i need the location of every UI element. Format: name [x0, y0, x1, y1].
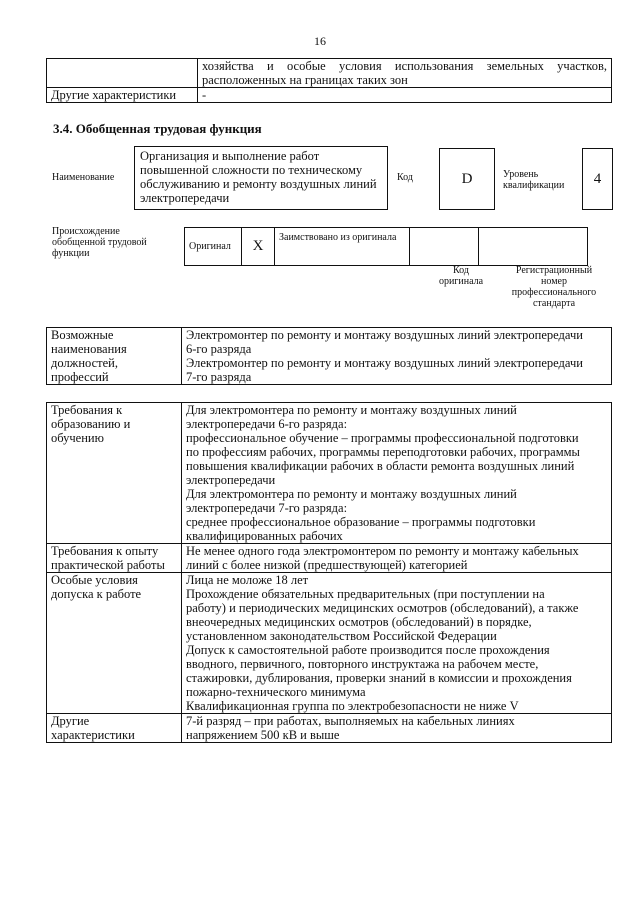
function-name-box: Организация и выполнение работ повышенной сложности по техническому обслуживанию и ремонту воздушных линий электропередачи	[134, 146, 388, 210]
table-cell-label	[47, 403, 182, 544]
code-caption: Код оригинала	[438, 265, 484, 287]
text-line: стажировки, дублирования, проверки знаний в комиссии и прохождения	[186, 671, 572, 685]
positions-table	[46, 327, 612, 385]
label-line: характеристики	[51, 728, 135, 742]
table-row	[47, 328, 612, 385]
text-line: среднее профессиональное образование – программы подготовки	[186, 515, 536, 529]
table-cell-value	[182, 328, 612, 385]
text-line: установленном законодательством Российской Федерации	[186, 629, 497, 643]
text-line: 6-го разряда	[186, 342, 252, 356]
table-cell-label	[47, 714, 182, 743]
label-line: допуска к работе	[51, 587, 142, 601]
table-cell-value	[182, 714, 612, 743]
text-line: Электромонтер по ремонту и монтажу воздушных линий электропередачи	[186, 328, 583, 342]
table-cell-value	[182, 544, 612, 573]
origin-label: Происхождение обобщенной трудовой функции	[52, 226, 147, 259]
label-line: профессий	[51, 370, 109, 384]
text-line: работу) и периодических медицинских осмотров (обследований), а также	[186, 601, 579, 615]
text-line: Допуск к самостоятельной работе производится после прохождения	[186, 643, 550, 657]
text-line: хозяйства и особые условия использования земельных участков,	[202, 59, 607, 73]
text-line: расположенных на границах таких зон	[202, 73, 408, 87]
requirements-table	[46, 402, 612, 743]
text-line: повышения квалификации рабочих в области ремонта воздушных линий	[186, 459, 575, 473]
text-line: Прохождение обязательных предварительных (при поступлении на	[186, 587, 545, 601]
label-line: Особые условия	[51, 573, 138, 587]
text-line: вводного, первичного, повторного инструктажа на рабочем месте,	[186, 657, 539, 671]
table-row	[47, 88, 612, 103]
text-line: напряжением 500 кВ и выше	[186, 728, 340, 742]
text-line: Лица не моложе 18 лет	[186, 573, 309, 587]
table-cell-value	[182, 573, 612, 714]
table-row	[47, 403, 612, 544]
section-title: 3.4. Обобщенная трудовая функция	[53, 121, 262, 136]
label-line: практической работы	[51, 558, 165, 572]
label-line: наименования	[51, 342, 127, 356]
table-cell-value: -	[198, 88, 612, 103]
label-line: образованию и	[51, 417, 131, 431]
table-cell-label	[47, 573, 182, 714]
table-row	[185, 228, 588, 266]
text-line: Квалификационная группа по электробезопасности не ниже V	[186, 699, 519, 713]
label-line: Требования к	[51, 403, 123, 417]
text-line: Для электромонтера по ремонту и монтажу воздушных линий	[186, 403, 517, 417]
table-cell-value	[198, 59, 612, 88]
original-mark: X	[242, 228, 275, 266]
label-line: Возможные	[51, 328, 114, 342]
text-line: по профессиям рабочих, программы переподготовки рабочих, программы	[186, 445, 580, 459]
table-cell-label	[47, 59, 198, 88]
qualification-level-label: Уровень квалификации	[503, 169, 565, 191]
table-cell-value	[182, 403, 612, 544]
origin-table	[184, 227, 588, 266]
code-value-box: D	[439, 148, 495, 210]
name-label: Наименование	[52, 172, 115, 183]
label-line: должностей,	[51, 356, 118, 370]
page-number: 16	[314, 34, 326, 48]
table-cell-label	[47, 328, 182, 385]
text-line: Электромонтер по ремонту и монтажу воздушных линий электропередачи	[186, 356, 583, 370]
original-label: Оригинал	[185, 228, 242, 266]
label-line: обучению	[51, 431, 104, 445]
registration-caption: Регистрационный номер профессионального стандарта	[511, 265, 597, 309]
qualification-level-box: 4	[582, 148, 613, 210]
text-line: электропередачи 6-го разряда:	[186, 417, 348, 431]
borrowed-label: Заимствовано из оригинала	[275, 228, 410, 266]
code-label: Код	[397, 172, 413, 183]
text-line: линий с более низкой (предшествующей) категорией	[186, 558, 468, 572]
text-line: электропередачи 7-го разряда:	[186, 501, 348, 515]
text-line: пожарно-технического минимума	[186, 685, 366, 699]
text-line: 7-й разряд – при работах, выполняемых на кабельных линиях	[186, 714, 515, 728]
table-row	[47, 59, 612, 88]
previous-section-table	[46, 58, 612, 103]
text-line: Не менее одного года электромонтером по ремонту и монтажу кабельных	[186, 544, 579, 558]
table-row	[47, 714, 612, 743]
registration-number-cell	[479, 228, 588, 266]
text-line: профессиональное обучение – программы профессиональной подготовки	[186, 431, 579, 445]
table-row	[47, 544, 612, 573]
label-line: Требования к опыту	[51, 544, 159, 558]
text-line: 7-го разряда	[186, 370, 252, 384]
text-line: Для электромонтера по ремонту и монтажу воздушных линий	[186, 487, 517, 501]
label-line: Другие	[51, 714, 90, 728]
text-line: квалифицированных рабочих	[186, 529, 343, 543]
text-line: электропередачи	[186, 473, 276, 487]
text-line: внеочередных медицинских осмотров (обследований) в порядке,	[186, 615, 532, 629]
original-code-cell	[410, 228, 479, 266]
table-cell-label: Другие характеристики	[47, 88, 198, 103]
table-cell-label	[47, 544, 182, 573]
table-row	[47, 573, 612, 714]
